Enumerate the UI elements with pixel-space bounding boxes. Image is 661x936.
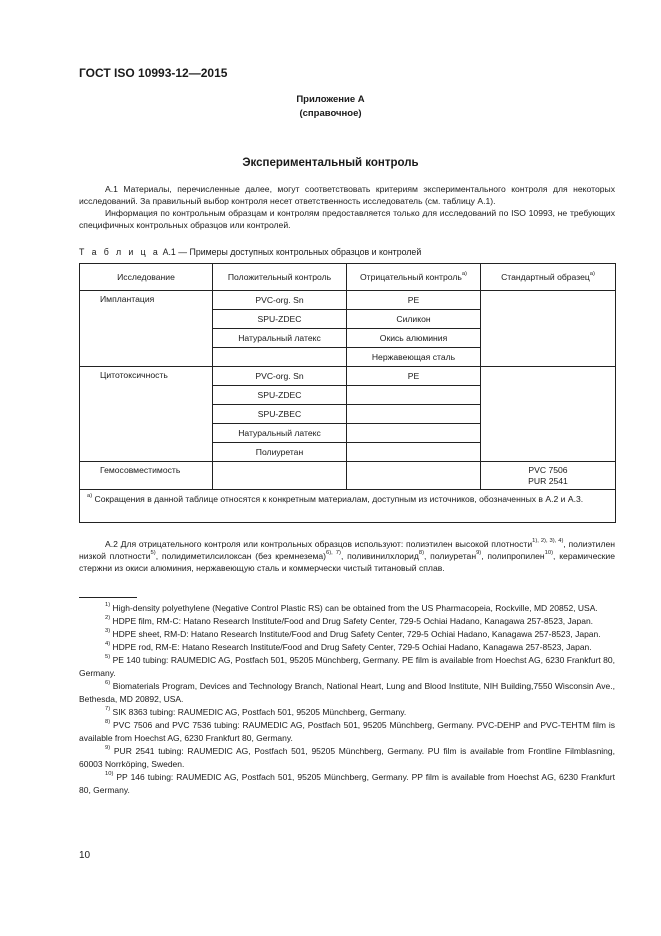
positive-cell: SPU-ZBEC (213, 405, 347, 424)
table-caption (79, 247, 421, 257)
standard-value: PUR 2541 (528, 475, 568, 486)
table-footnote-row (80, 490, 616, 523)
paragraph-a2: А.2 Для отрицательного контроля или контрольных образцов используют: полиэтилен высокой плотности$^{1), 2), 3), 4)}$, полиэтилен низкой плотности$^{5)}$, полидиметилсилоксан (без кремнезема)$^{6), 7)}$, поливинилхлорид$^{8)}$, полиуретан$^{9)}$, полипропилен$^{10)}$, керамические стержни из окиси алюминия, нержавеющую сталь и коммерчески чистый титановый сплав. (79, 538, 616, 573)
negative-cell (347, 386, 481, 405)
table-header-row (80, 264, 616, 291)
group-cytotoxicity: Цитотоксичность (80, 367, 213, 462)
footnote: $^{4)}$ HDPE rod, RM-E: Hatano Research Institute/Food and Drug Safety Center, 729-5 Ochiai Hadano, Kanagawa 257-8523, Japan. (105, 641, 592, 652)
positive-cell (213, 462, 347, 490)
paragraph-a1-info-text: Информация по контрольным образцам и контролям предоставляется только для исследований по ISO 10993, не требующих специфичных контрольных образцов или контролей. (79, 208, 615, 230)
footnote: $^{8)}$ PVC 7506 and PVC 7536 tubing: RAUMEDIC AG, Postfach 501, 95205 Münchberg, Germany. PVC-DEHP and PVC-TEHTM film is available from Hoechst AG, 6230 Frankfurt 80, Germany. (79, 719, 615, 743)
footnote: $^{7)}$ SIK 8363 tubing: RAUMEDIC AG, Postfach 501, 95205 Münchberg, Germany. (105, 706, 407, 717)
positive-cell: Полиуретан (213, 443, 347, 462)
negative-cell: Нержавеющая сталь (347, 348, 481, 367)
page-number: 10 (79, 850, 91, 861)
header-negative-control: Отрицательный контроль$^{а)}$ (347, 264, 481, 291)
footnote-separator (79, 597, 137, 598)
header-positive-control: Положительный контроль (213, 264, 347, 291)
positive-cell: Натуральный латекс (213, 329, 347, 348)
footnote: $^{5)}$ PE 140 tubing: RAUMEDIC AG, Postfach 501, 95205 Münchberg, Germany. PE film is available from Hoechst AG, 6230 Frankfurt 80, Germany. (79, 654, 615, 678)
paragraph-a1-label: А.1 (105, 184, 118, 194)
positive-cell: SPU-ZDEC (213, 386, 347, 405)
standard-cell (481, 367, 616, 462)
footnote: $^{6)}$ Biomaterials Program, Devices and Technology Branch, National Heart, Lung and Blood Institute, NIH Building,7550 Wisconsin Ave., Bethesda, MD 20892, USA. (79, 680, 615, 704)
footnotes (79, 602, 615, 797)
header-study: Исследование (80, 264, 213, 291)
negative-cell (347, 405, 481, 424)
negative-cell: Силикон (347, 310, 481, 329)
table-row (80, 291, 616, 310)
positive-cell: Натуральный латекс (213, 424, 347, 443)
negative-cell (347, 443, 481, 462)
negative-cell (347, 424, 481, 443)
negative-cell: PE (347, 291, 481, 310)
group-hemocompatibility: Гемосовместимость (80, 462, 213, 490)
positive-cell: SPU-ZDEC (213, 310, 347, 329)
table-row (80, 367, 616, 386)
table-caption-prefix: Т а б л и ц а (79, 247, 161, 257)
standard-cell (481, 291, 616, 367)
group-implantation: Имплантация (80, 291, 213, 367)
negative-cell (347, 462, 481, 490)
controls-table (79, 263, 616, 523)
section-title: Экспериментальный контроль (242, 157, 419, 169)
positive-cell: PVC-org. Sn (213, 291, 347, 310)
appendix-title: Приложение А (296, 94, 365, 105)
paragraph-a1 (79, 183, 615, 207)
footnote: $^{3)}$ HDPE sheet, RM-D: Hatano Research Institute/Food and Drug Safety Center, 729-5 Ochiai Hadano, Kanagawa 257-8523, Japan. (105, 628, 601, 639)
negative-cell: Окись алюминия (347, 329, 481, 348)
standard-cell (481, 462, 616, 490)
table-row (80, 462, 616, 490)
paragraph-a1-text: Материалы, перечисленные далее, могут соответствовать критериям экспериментального контроля для некоторых исследований. За правильный выбор контроля несет ответственность исследователь (см. таблицу А.1). (79, 184, 616, 206)
footnote: $^{10)}$ PP 146 tubing: RAUMEDIC AG, Postfach 501, 95205 Münchberg, Germany. PP film is available from Hoechst AG, 6230 Frankfurt 80, Germany. (79, 771, 615, 795)
paragraph-a1-info (79, 207, 615, 231)
positive-cell (213, 348, 347, 367)
negative-cell: PE (347, 367, 481, 386)
positive-cell: PVC-org. Sn (213, 367, 347, 386)
standard-value: PVC 7506 (528, 464, 568, 475)
table-footnote: $^{а)}$ Сокращения в данной таблице относятся к конкретным материалам, доступным из источников, обозначенных в А.2 и А.3. (80, 490, 616, 523)
header-standard-sample: Стандартный образец$^{а)}$ (481, 264, 616, 291)
table-caption-text: А.1 — Примеры доступных контрольных образцов и контролей (162, 247, 422, 257)
footnote: $^{9)}$ PUR 2541 tubing: RAUMEDIC AG, Postfach 501, 95205 Münchberg, Germany. PU film is available from Frontline Filmblasning, 60003 Norrköping, Sweden. (79, 745, 615, 769)
footnote: $^{2)}$ HDPE film, RM-C: Hatano Research Institute/Food and Drug Safety Center, 729-5 Ochiai Hadano, Kanagawa 257-8523, Japan. (105, 615, 594, 626)
document-header: ГОСТ ISO 10993-12—2015 (79, 66, 228, 80)
appendix-subtitle: (справочное) (299, 108, 362, 119)
footnote: $^{1)}$ High-density polyethylene (Negative Control Plastic RS) can be obtained from the US Pharmacopeia, Rockville, MD 20852, USA. (105, 602, 598, 613)
